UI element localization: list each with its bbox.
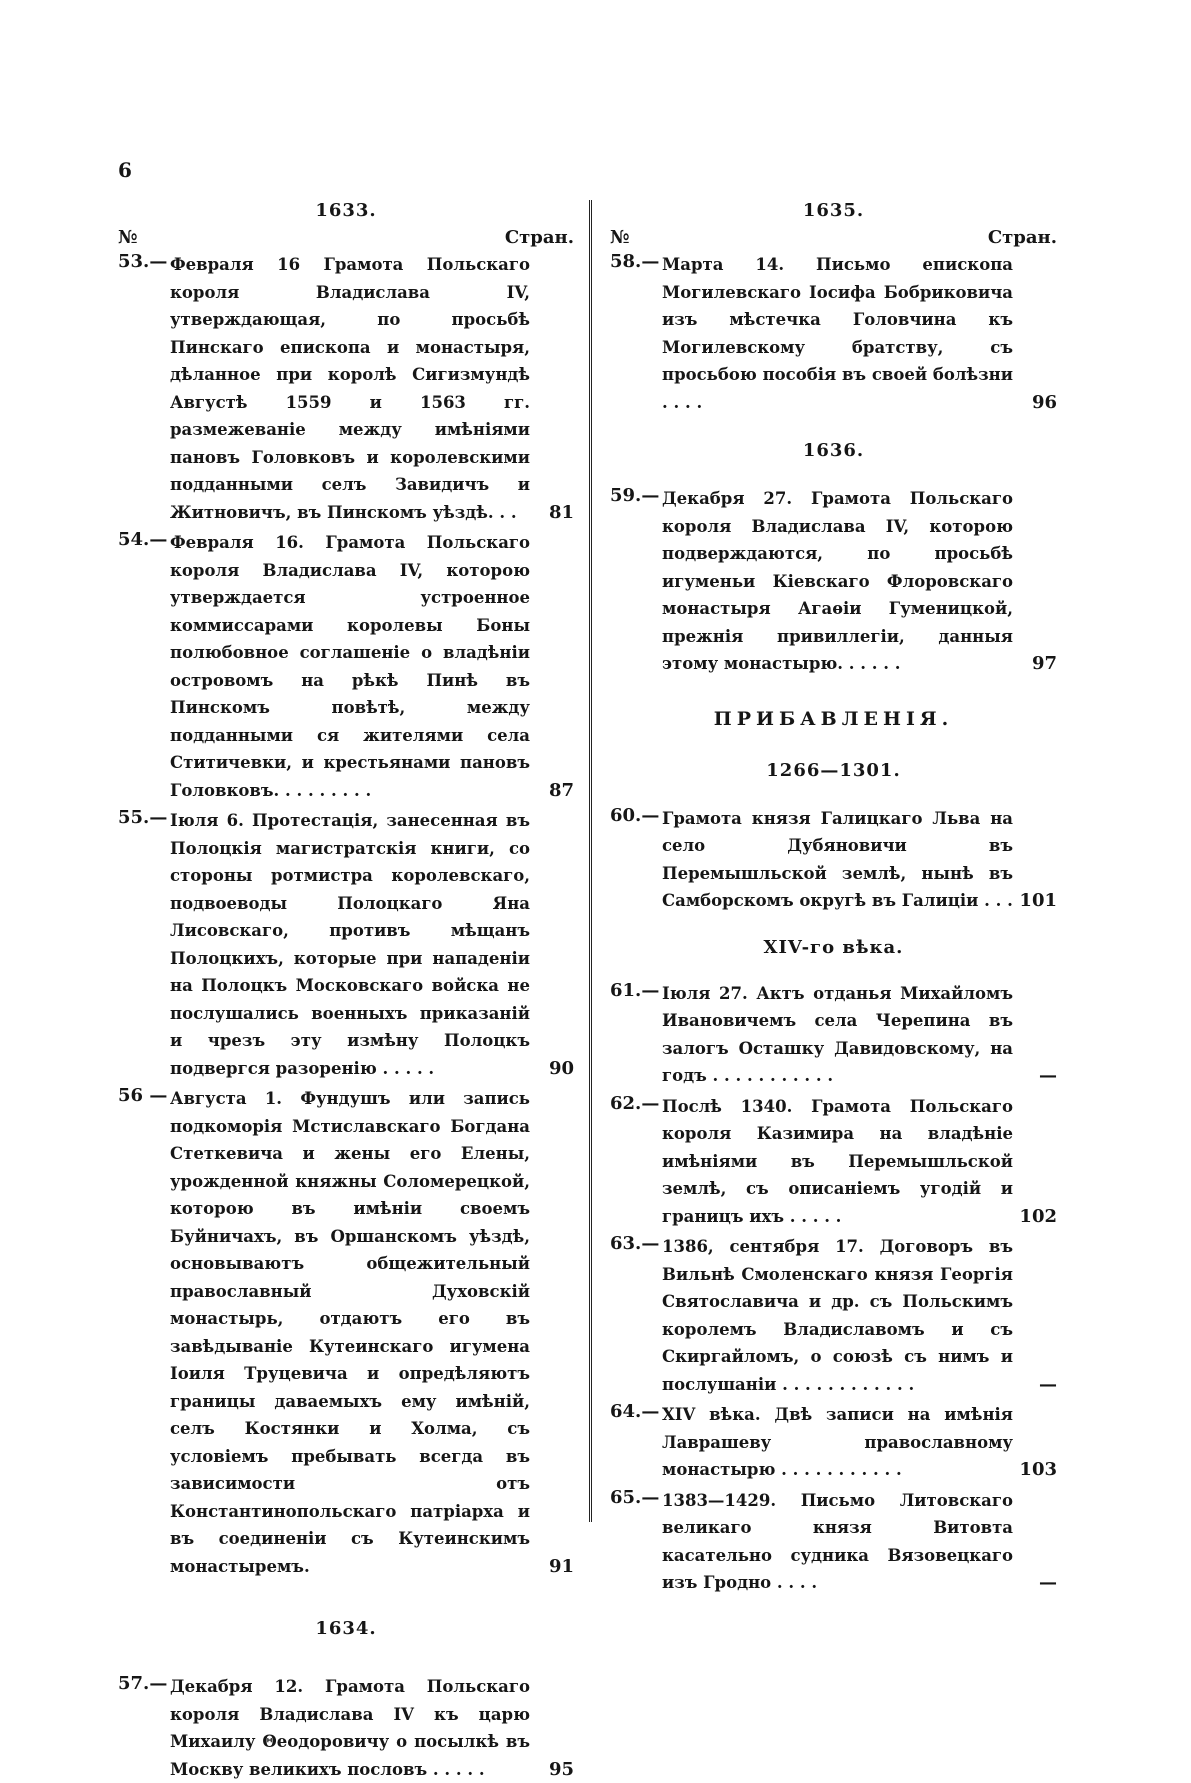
right-column xyxy=(610,200,1057,1597)
left-column xyxy=(118,200,574,1783)
entry-page: 97 xyxy=(1013,650,1057,678)
entry-65 xyxy=(610,1487,1057,1597)
entry-page: 96 xyxy=(1013,389,1057,417)
entry-number: 61.— xyxy=(610,980,662,1090)
entry-58 xyxy=(610,251,1057,416)
entry-number: 63.— xyxy=(610,1233,662,1398)
entry-number: 62.— xyxy=(610,1093,662,1231)
number-label: № xyxy=(118,227,138,248)
entry-text: XIV вѣка. Двѣ записи на имѣнія Лаврашеву православному монастырю . . . . . . . . . . . xyxy=(662,1401,1013,1484)
page-label: Стран. xyxy=(988,227,1057,248)
entry-page: 91 xyxy=(530,1553,574,1581)
entry-text: Іюля 27. Актъ отданья Михайломъ Ивановичемъ села Черепина въ залогъ Осташку Давидовскому, на годъ . . . . . . . . . . . xyxy=(662,980,1013,1090)
year-heading-1636: 1636. xyxy=(610,440,1057,461)
entry-53 xyxy=(118,251,574,526)
number-label: № xyxy=(610,227,630,248)
entry-59 xyxy=(610,485,1057,678)
entry-56 xyxy=(118,1085,574,1580)
entry-number: 65.— xyxy=(610,1487,662,1597)
entry-page: 103 xyxy=(1013,1456,1057,1484)
column-header xyxy=(118,227,574,248)
entry-number: 59.— xyxy=(610,485,662,678)
entry-text: 1386, сентября 17. Договоръ въ Вильнѣ Смоленскаго князя Георгія Святославича и др. съ Польскимъ королемъ Владиславомъ и съ Скиргайломъ, о союзѣ съ нимъ и послушаніи . . . . . . . . . . . . xyxy=(662,1233,1013,1398)
entry-number: 60.— xyxy=(610,805,662,915)
column-divider xyxy=(589,200,592,1522)
entry-page: 90 xyxy=(530,1055,574,1083)
entry-page: 102 xyxy=(1013,1203,1057,1231)
column-header xyxy=(610,227,1057,248)
entry-60 xyxy=(610,805,1057,915)
year-heading-1633: 1633. xyxy=(118,200,574,221)
entry-page: 81 xyxy=(530,499,574,527)
entry-62 xyxy=(610,1093,1057,1231)
page-label: Стран. xyxy=(505,227,574,248)
entry-text: Послѣ 1340. Грамота Польскаго короля Казимира на владѣніе имѣніями въ Перемышльской землѣ, съ описаніемъ угодій и границъ ихъ . . . . . xyxy=(662,1093,1013,1231)
entry-54 xyxy=(118,529,574,804)
entry-page: 95 xyxy=(530,1756,574,1783)
entry-page: 87 xyxy=(530,777,574,805)
entry-text: 1383—1429. Письмо Литовскаго великаго князя Витовта касательно судника Вязовецкаго изъ Гродно . . . . xyxy=(662,1487,1013,1597)
entry-number: 58.— xyxy=(610,251,662,416)
entry-61 xyxy=(610,980,1057,1090)
entry-number: 64.— xyxy=(610,1401,662,1484)
entry-number: 55.— xyxy=(118,807,170,1082)
entry-63 xyxy=(610,1233,1057,1398)
year-heading-1266-1301: 1266—1301. xyxy=(610,760,1057,781)
page-number: 6 xyxy=(118,158,132,182)
entry-text: Грамота князя Галицкаго Льва на село Дубяновичи въ Перемышльской землѣ, нынѣ въ Самборскомъ округѣ въ Галиціи . . . xyxy=(662,805,1013,915)
entry-text: Декабря 27. Грамота Польскаго короля Владислава IV, которою подверждаются, по просьбѣ игуменьи Кіевскаго Флоровскаго монастыря Агаѳіи Гуменицкой, прежнія привиллегіи, данныя этому монастырю. . . . . . xyxy=(662,485,1013,678)
entry-page: — xyxy=(1013,1371,1057,1399)
entry-page: — xyxy=(1013,1062,1057,1090)
entry-55 xyxy=(118,807,574,1082)
entry-page: 101 xyxy=(1013,887,1057,915)
entry-number: 56 — xyxy=(118,1085,170,1580)
entry-page: — xyxy=(1013,1569,1057,1597)
entry-text: Августа 1. Фундушъ или запись подкоморія Мстиславскаго Богдана Стеткевича и жены его Елены, урожденной княжны Соломерецкой, которою въ имѣніи своемъ Буйничахъ, въ Оршанскомъ уѣздѣ, основываютъ общежительный православный Духовскій монастырь, отдаютъ его въ завѣдываніе Кутеинскаго игумена Іоиля Труцевича и опредѣляютъ границы даваемыхъ ему имѣній, селъ Костянки и Холма, съ условіемъ пребывать всегда въ зависимости отъ Константинопольскаго патріарха и въ соединеніи съ Кутеинскимъ монастыремъ. xyxy=(170,1085,530,1580)
entry-number: 54.— xyxy=(118,529,170,804)
entry-text: Февраля 16. Грамота Польскаго короля Владислава IV, которою утверждается устроенное коммиссарами королевы Боны полюбовное соглашеніе о владѣніи островомъ на рѣкѣ Пинѣ въ Пинскомъ повѣтѣ, между подданными ся жителями села Ститичевки, и крестьянами пановъ Головковъ. . . . . . . . . xyxy=(170,529,530,804)
entry-text: Февраля 16 Грамота Польскаго короля Владислава IV, утверждающая, по просьбѣ Пинскаго епископа и монастыря, дѣланное при королѣ Сигизмундѣ Августѣ 1559 и 1563 гг. размежеваніе между имѣніями пановъ Головковъ и королевскими подданными селъ Завидичъ и Житновичъ, въ Пинскомъ уѣздѣ. . . xyxy=(170,251,530,526)
year-heading-1635: 1635. xyxy=(610,200,1057,221)
entry-text: Марта 14. Письмо епископа Могилевскаго Іосифа Бобриковича изъ мѣстечка Головчина къ Могилевскому братству, съ просьбою пособія въ своей болѣзни . . . . xyxy=(662,251,1013,416)
entry-number: 57.— xyxy=(118,1673,170,1783)
supplements-heading: ПРИБАВЛЕНІЯ. xyxy=(610,708,1057,730)
entry-57 xyxy=(118,1673,574,1783)
century-heading-xiv: XIV-го вѣка. xyxy=(610,937,1057,958)
year-heading-1634: 1634. xyxy=(118,1618,574,1639)
entry-text: Іюля 6. Протестація, занесенная въ Полоцкія магистратскія книги, со стороны ротмистра королевскаго, подвоеводы Полоцкаго Яна Лисовскаго, противъ мѣщанъ Полоцкихъ, которые при нападеніи на Полоцкъ Московскаго войска не послушались военныхъ приказаній и чрезъ эту измѣну Полоцкъ подвергся разоренію . . . . . xyxy=(170,807,530,1082)
entry-number: 53.— xyxy=(118,251,170,526)
entry-text: Декабря 12. Грамота Польскаго короля Владислава IV къ царю Михаилу Θеодоровичу о посылкѣ въ Москву великихъ пословъ . . . . . xyxy=(170,1673,530,1783)
entry-64 xyxy=(610,1401,1057,1484)
